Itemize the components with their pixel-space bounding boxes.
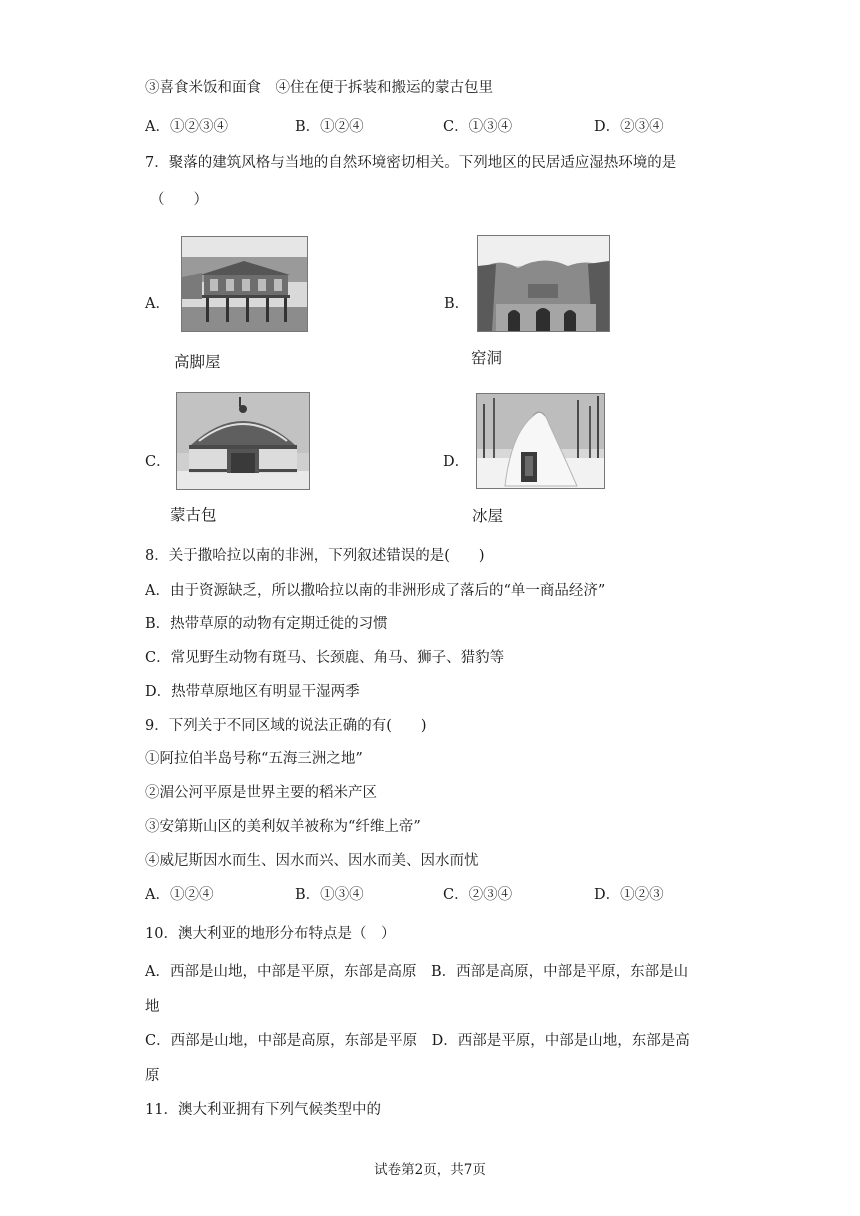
q7-choice-a-letter: A． [145,296,170,312]
q6-option-a: A．①②③④ [145,119,228,135]
q8-option-b: B．热带草原的动物有定期迁徙的习惯 [145,616,388,632]
stilt-house-photo [181,236,308,332]
q9-item-1: ①阿拉伯半岛号称“五海三洲之地” [145,751,363,767]
q7-choice-b-caption: 窑洞 [471,349,503,367]
ice-house-photo [476,393,605,489]
q7-choice-c-caption: 蒙古包 [170,506,217,524]
cave-dwelling-photo [477,235,610,332]
q6-option-b: B．①②④ [295,119,364,135]
q10-stem: 10．澳大利亚的地形分布特点是（ ） [145,926,396,942]
q9-item-2: ②湄公河平原是世界主要的稻米产区 [145,785,377,801]
q7-choice-c-letter: C． [145,454,171,470]
q8-option-a: A．由于资源缺乏，所以撒哈拉以南的非洲形成了落后的“单一商品经济” [145,583,606,599]
q6-option-d: D．②③④ [594,119,664,135]
q9-option-c: C．②③④ [443,887,513,903]
yurt-photo [176,392,310,490]
q9-item-4: ④威尼斯因水而生、因水而兴、因水而美、因水而忧 [145,853,479,869]
q9-option-b: B．①③④ [295,887,364,903]
q9-item-3: ③安第斯山区的美利奴羊被称为“纤维上帝” [145,819,421,835]
q10-options-cd-line: C．西部是山地，中部是高原，东部是平原 D．西部是平原，中部是山地，东部是高 [145,1033,690,1049]
q6-option-c: C．①③④ [443,119,513,135]
q9-option-a: A．①②④ [145,887,214,903]
q10-options-ab-line: A．西部是山地，中部是平原，东部是高原 B．西部是高原，中部是平原，东部是山 [145,964,689,980]
page-footer: 试卷第2页，共7页 [374,1162,486,1178]
q9-option-d: D．①②③ [594,887,664,903]
q6-item-3-4: ③喜食米饭和面食 ④住在便于拆装和搬运的蒙古包里 [145,80,493,96]
q10-options-ab-wrap: 地 [145,999,160,1015]
q7-stem: 7．聚落的建筑风格与当地的自然环境密切相关。下列地区的民居适应湿热环境的是 [145,155,677,171]
q10-options-cd-wrap: 原 [145,1068,160,1084]
q8-option-d: D．热带草原地区有明显干湿两季 [145,684,360,700]
q8-stem: 8．关于撒哈拉以南的非洲，下列叙述错误的是( ) [145,548,485,564]
q7-choice-d-letter: D． [443,454,470,470]
q7-choice-a-caption: 高脚屋 [174,353,221,371]
q7-choice-d-caption: 冰屋 [472,507,504,525]
q8-option-c: C．常见野生动物有斑马、长颈鹿、角马、狮子、猎豹等 [145,650,505,666]
q7-answer-blank: （ ） [150,192,208,208]
q9-stem: 9．下列关于不同区域的说法正确的有( ) [145,718,427,734]
q7-choice-b-letter: B． [444,296,470,312]
q11-stem: 11．澳大利亚拥有下列气候类型中的 [145,1102,381,1118]
